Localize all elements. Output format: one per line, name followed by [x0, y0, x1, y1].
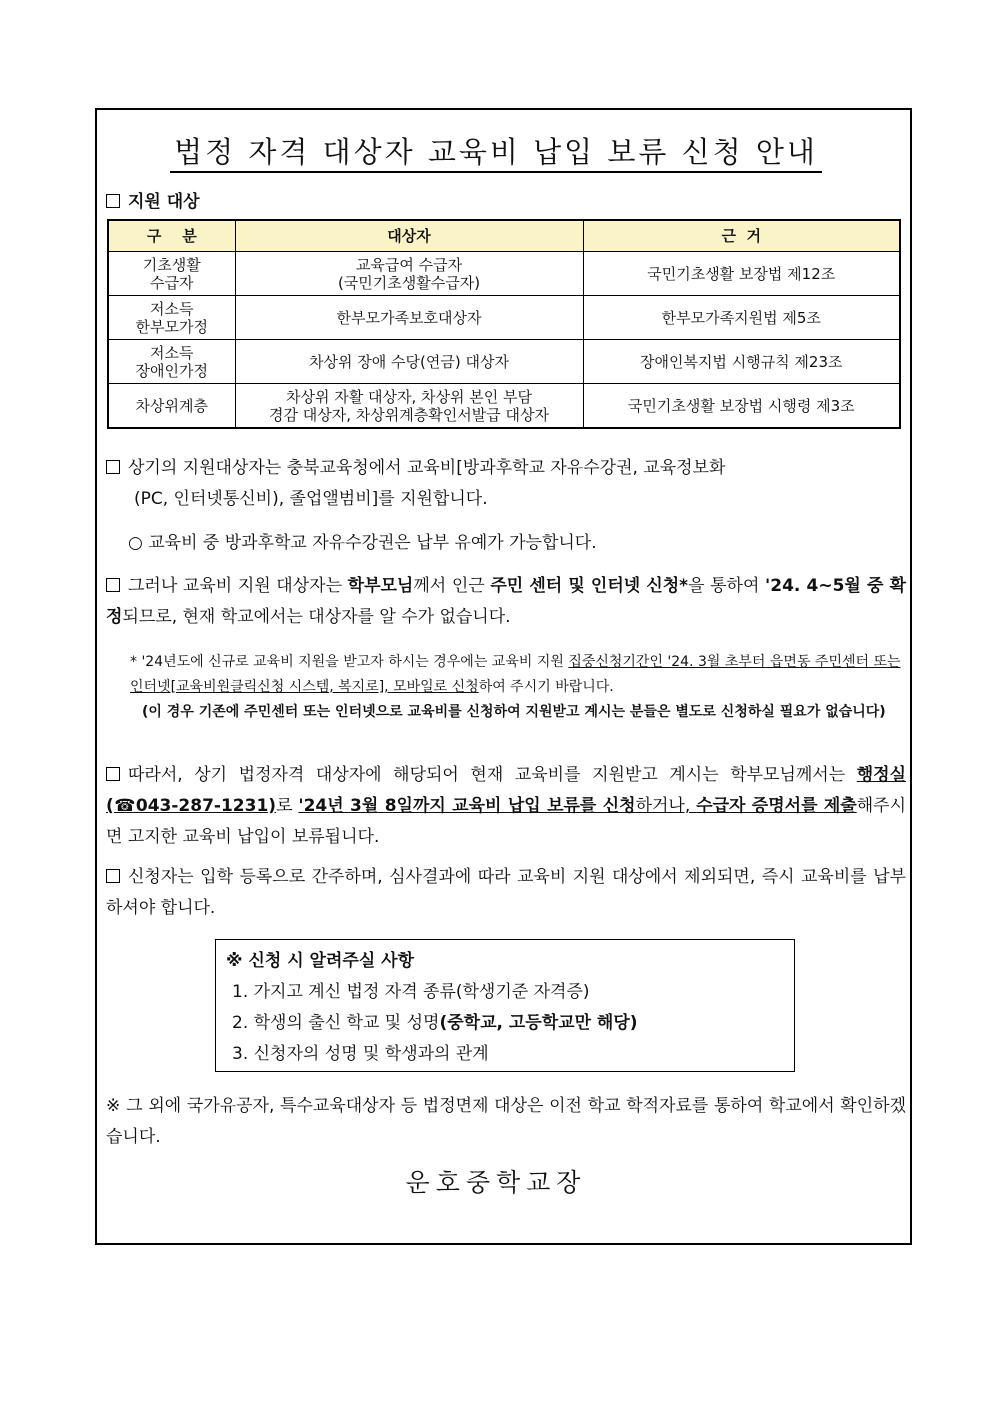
- checkbox-icon: [106, 194, 120, 208]
- info-heading: ※ 신청 시 알려주실 사항: [226, 951, 414, 971]
- page-title: 법정 자격 대상자 교육비 납입 보류 신청 안내: [0, 130, 992, 171]
- cell-target: 차상위 자활 대상자, 차상위 본인 부담: [286, 387, 532, 406]
- paragraph-support: 상기의 지원대상자는 충북교육청에서 교육비[방과후학교 자유수강권, 교육정보화 (PC, 인터넷통신비), 졸업앨범비]를 지원합니다.: [106, 453, 906, 515]
- cell-target: (국민기초생활수급자): [337, 273, 481, 292]
- header-basis: 근 거: [583, 220, 900, 252]
- support-table: [107, 219, 901, 429]
- cell-category: 차상위계층: [108, 384, 235, 429]
- table-row: [108, 252, 900, 296]
- table-row: [108, 296, 900, 340]
- cell-category: 장애인가정: [135, 361, 208, 380]
- cell-category: 한부모가정: [135, 317, 208, 336]
- paragraph-sub: ○ 교육비 중 방과후학교 자유수강권은 납부 유예가 가능합니다.: [128, 533, 597, 553]
- checkbox-icon: [106, 578, 120, 592]
- checkbox-icon: [106, 767, 120, 781]
- cell-target: 차상위 장애 수당(연금) 대상자: [235, 340, 583, 384]
- signature: 운호중학교장: [405, 1168, 587, 1197]
- cell-category: 저소득: [150, 343, 194, 362]
- paragraph-notice: 그러나 교육비 지원 대상자는 학부모님께서 인근 주민 센터 및 인터넷 신청*을 통하여 '24. 4~5월 중 확정되므로, 현재 학교에서는 대상자를 알 수가 없습니다.: [106, 576, 907, 627]
- cell-target: 교육급여 수급자: [355, 255, 463, 274]
- header-target: 대상자: [235, 220, 583, 252]
- info-box: [215, 939, 795, 1072]
- footnote: * '24년도에 신규로 교육비 지원을 받고자 하시는 경우에는 교육비 지원 집중신청기간인 '24. 3월 초부터 읍면동 주민센터 또는 인터넷[교육비원클릭신청 시스템, 복지로], 모바일로 신청하여 주시기 바랍니다. (이 경우 기존에 주민센터 또는 인터넷으로 교육비를 신청하여 지원받고 계시는 분들은 별도로 신청하실 필요가 없습니다): [130, 654, 901, 720]
- paragraph-enrollment: 신청자는 입학 등록으로 간주하며, 심사결과에 따라 교육비 지원 대상에서 제외되면, 즉시 교육비를 납부하셔야 합니다.: [106, 867, 906, 918]
- info-item: 3. 신청자의 성명 및 학생과의 관계: [232, 1044, 489, 1064]
- cell-category: 기초생활: [142, 255, 201, 274]
- checkbox-icon: [106, 869, 120, 883]
- header-category: 구 분: [108, 220, 235, 252]
- cell-basis: 한부모가족지원법 제5조: [583, 296, 900, 340]
- cell-target: 경감 대상자, 차상위계층확인서발급 대상자: [269, 405, 549, 424]
- cell-category: 저소득: [150, 299, 194, 318]
- paragraph-exemption: ※ 그 외에 국가유공자, 특수교육대상자 등 법정면제 대상은 이전 학교 학적자료를 통하여 학교에서 확인하겠습니다.: [106, 1096, 906, 1147]
- table-row: [108, 340, 900, 384]
- paragraph-application: 따라서, 상기 법정자격 대상자에 해당되어 현재 교육비를 지원받고 계시는 학부모님께서는 행정실(☎043-287-1231)로 '24년 3월 8일까지 교육비 납입 보류를 신청하거나, 수급자 증명서를 제출해주시면 고지한 교육비 납입이 보류됩니다.: [106, 765, 907, 847]
- section-title: 지원 대상: [106, 187, 200, 212]
- table-row: [108, 384, 900, 429]
- cell-category: 수급자: [150, 273, 194, 292]
- cell-basis: 국민기초생활 보장법 시행령 제3조: [583, 384, 900, 429]
- info-item: 2. 학생의 출신 학교 및 성명(중학교, 고등학교만 해당): [232, 1013, 638, 1033]
- table-header-row: [108, 220, 900, 252]
- info-item: 1. 가지고 계신 법정 자격 종류(학생기준 자격증): [232, 982, 590, 1002]
- circle-bullet-icon: ○: [128, 533, 149, 553]
- checkbox-icon: [106, 460, 120, 474]
- cell-target: 한부모가족보호대상자: [235, 296, 583, 340]
- cell-basis: 장애인복지법 시행규칙 제23조: [583, 340, 900, 384]
- cell-basis: 국민기초생활 보장법 제12조: [583, 252, 900, 296]
